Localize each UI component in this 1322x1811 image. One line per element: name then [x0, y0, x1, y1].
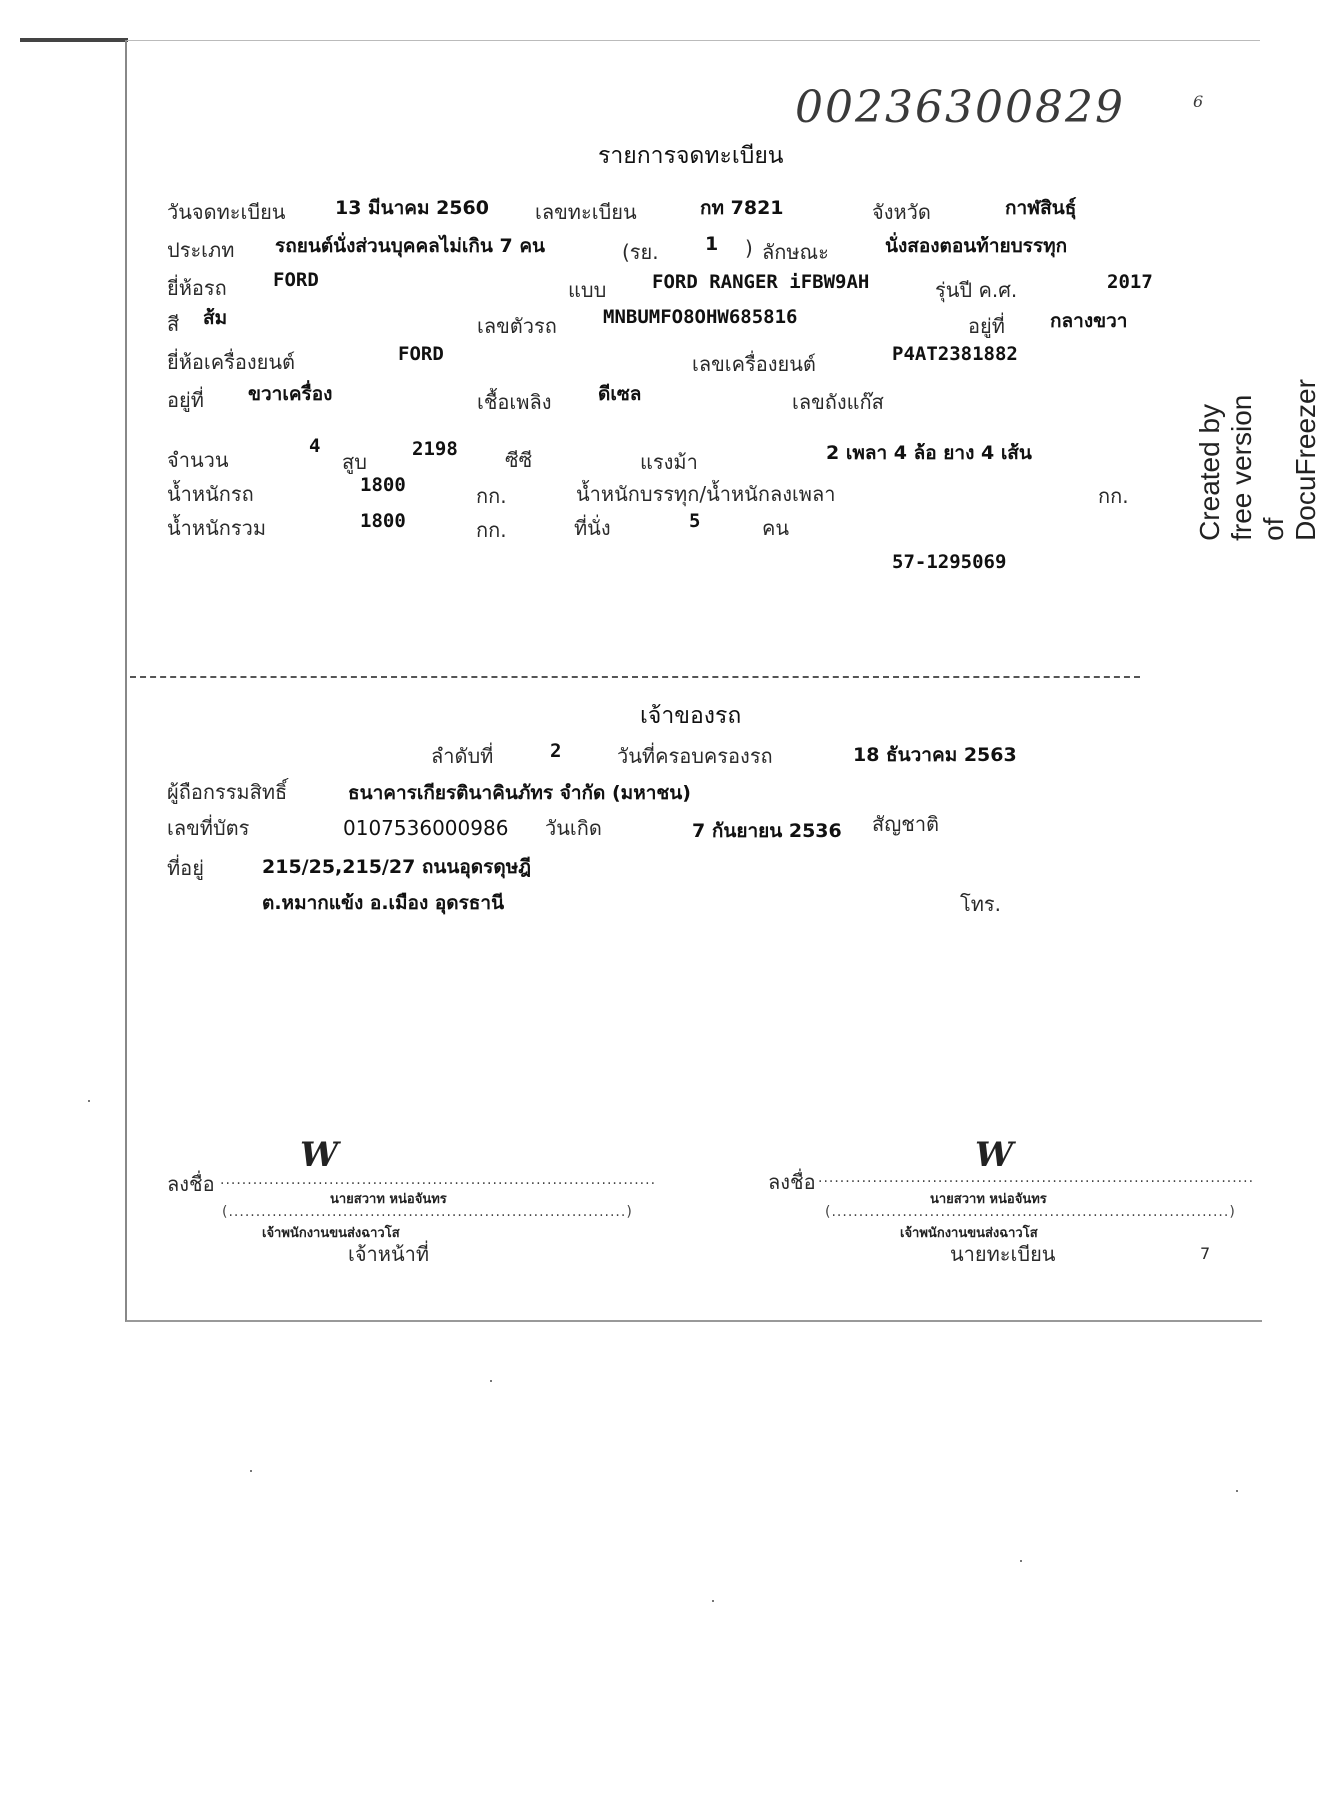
model-year: 2017 [1107, 271, 1153, 293]
cylinders-label: จำนวน [167, 448, 229, 472]
vehicle-style: นั่งสองตอนท้ายบรรทุก [885, 235, 1068, 257]
possess-date-label: วันที่ครอบครองรถ [617, 744, 773, 768]
chassis-label: เลขตัวรถ [477, 314, 557, 338]
id-label: เลขที่บัตร [167, 816, 250, 840]
owner-title: เจ้าของรถ [640, 703, 742, 729]
seats-unit: คน [762, 516, 790, 540]
cc-unit: ซีซี [505, 448, 533, 472]
seats-label: ที่นั่ง [574, 516, 611, 540]
redacted-area [165, 940, 1230, 1115]
fuel-label: เชื้อเพลิง [477, 390, 552, 414]
vehicle-type: รถยนต์นั่งส่วนบุคคลไม่เกิน 7 คน [275, 235, 546, 257]
brand: FORD [273, 269, 319, 291]
right-sign-label: ลงชื่อ [768, 1170, 816, 1194]
phone-label: โทร. [960, 892, 1002, 916]
engine-brand-label: ยี่ห้อเครื่องยนต์ [167, 350, 296, 374]
handwritten-suffix: 6 [1193, 92, 1204, 111]
engine-location: ขวาเครื่อง [248, 383, 333, 405]
ry-open: (รย. [622, 240, 659, 264]
handwritten-number: 00236300829 [795, 82, 1125, 133]
load-unit: กก. [1098, 484, 1129, 508]
page-number: 7 [1200, 1244, 1211, 1263]
province: กาฬสินธุ์ [1005, 197, 1077, 219]
left-sign-dots: ................................................................................ [220, 1172, 657, 1188]
color-label: สี [167, 312, 180, 336]
address-line-2: ต.หมากแข้ง อ.เมือง อุดรธานี [262, 892, 505, 914]
document-number: 57-1295069 [892, 551, 1007, 573]
right-stamp-name: นายสวาท หน่อจันทร [930, 1192, 1047, 1207]
fuel: ดีเซล [598, 383, 642, 405]
nationality-label: สัญชาติ [872, 812, 940, 836]
brand-label: ยี่ห้อรถ [167, 276, 227, 300]
weight-unit: กก. [476, 484, 507, 508]
page-title: รายการจดทะเบียน [598, 143, 784, 169]
left-stamp-title: เจ้าพนักงานขนส่งฉาวโส [262, 1226, 400, 1241]
weight-label: น้ำหนักรถ [167, 482, 254, 506]
scan-speck [1236, 1490, 1238, 1492]
ry-value: 1 [705, 233, 719, 255]
year-label: รุ่นปี ค.ศ. [935, 278, 1018, 302]
scan-speck [88, 1100, 90, 1102]
horsepower-label: แรงม้า [640, 450, 698, 474]
load-label: น้ำหนักบรรทุก/น้ำหนักลงเพลา [576, 482, 836, 506]
order-label: ลำดับที่ [431, 744, 494, 768]
possess-date: 18 ธันวาคม 2563 [853, 744, 1017, 766]
color: ส้ม [203, 307, 228, 329]
gross-weight-unit: กก. [476, 518, 507, 542]
engine-location-label: อยู่ที่ [167, 388, 204, 412]
right-role: นายทะเบียน [950, 1242, 1056, 1266]
chassis-location: กลางขวา [1050, 310, 1128, 332]
ry-close: ) [745, 236, 753, 260]
model: FORD RANGER iFBW9AH [652, 271, 870, 293]
engine-cc: 2198 [412, 438, 458, 460]
right-sign-dots: ................................................................................ [818, 1170, 1255, 1186]
left-signature-mark: W [300, 1135, 339, 1175]
gross-weight-label: น้ำหนักรวม [167, 516, 267, 540]
right-sign-paren: (.........................................................................) [825, 1204, 1236, 1220]
dob-label: วันเกิด [545, 816, 602, 840]
chassis-number: MNBUMFO8OHW685816 [603, 306, 798, 328]
left-sign-paren: (.........................................................................) [222, 1204, 633, 1220]
engine-number: P4AT2381882 [892, 343, 1018, 365]
left-sign-label: ลงชื่อ [167, 1172, 215, 1196]
province-label: จังหวัด [872, 200, 931, 224]
scan-speck [1020, 1560, 1022, 1562]
engine-brand: FORD [398, 343, 444, 365]
axles-wheels: 2 เพลา 4 ล้อ ยาง 4 เส้น [826, 442, 1032, 464]
weight: 1800 [360, 474, 406, 496]
gross-weight: 1800 [360, 510, 406, 532]
reg-date: 13 มีนาคม 2560 [335, 197, 489, 219]
right-stamp-title: เจ้าพนักงานขนส่งฉาวโส [900, 1226, 1038, 1241]
order-number: 2 [550, 740, 562, 762]
scan-edge-bar [20, 38, 128, 42]
left-role: เจ้าหน้าที่ [348, 1242, 430, 1266]
scan-speck [712, 1600, 714, 1602]
model-label: แบบ [568, 278, 607, 302]
left-stamp-name: นายสวาท หน่อจันทร [330, 1192, 447, 1207]
reg-date-label: วันจดทะเบียน [167, 200, 286, 224]
plate-number: กท 7821 [700, 197, 784, 219]
dashed-separator [130, 676, 1140, 678]
engine-number-label: เลขเครื่องยนต์ [692, 352, 816, 376]
id-number: 0107536000986 [343, 816, 509, 840]
scan-speck [250, 1470, 252, 1472]
cylinders-unit: สูบ [342, 450, 367, 474]
scan-speck [490, 1380, 492, 1382]
style-label: ลักษณะ [762, 240, 829, 264]
address-line-1: 215/25,215/27 ถนนอุดรดุษฎี [262, 856, 531, 878]
plate-label: เลขทะเบียน [535, 200, 637, 224]
address-label: ที่อยู่ [167, 856, 204, 880]
seats: 5 [689, 510, 701, 532]
date-of-birth: 7 กันยายน 2536 [692, 820, 842, 842]
holder-label: ผู้ถือกรรมสิทธิ์ [167, 780, 288, 804]
gas-tank-label: เลขถังแก๊ส [792, 390, 884, 414]
docufreezer-watermark: Created by free version of DocuFreezer [1194, 379, 1321, 541]
right-signature-mark: W [975, 1135, 1014, 1175]
chassis-location-label: อยู่ที่ [968, 314, 1005, 338]
cylinders: 4 [309, 435, 321, 457]
holder-name: ธนาคารเกียรตินาคินภัทร จำกัด (มหาชน) [348, 782, 691, 804]
type-label: ประเภท [167, 238, 235, 262]
